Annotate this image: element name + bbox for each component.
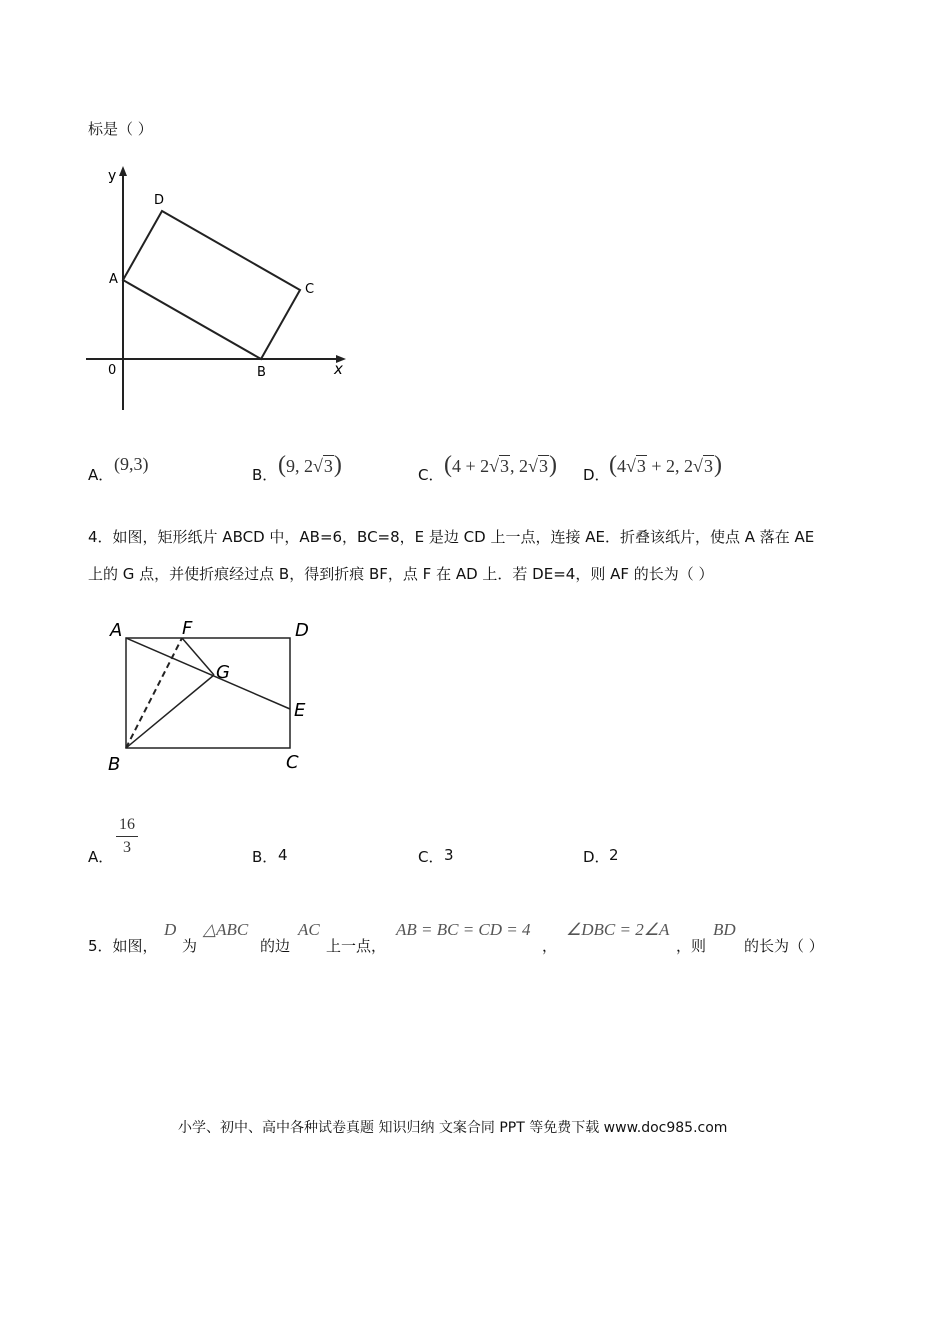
fold-line-bf: [126, 638, 182, 748]
d-rad2: 3: [703, 456, 713, 476]
c-rad1: 3: [500, 456, 510, 476]
q5-segment-bd: BD: [713, 920, 736, 939]
d-pre: 4: [617, 456, 626, 476]
q5-triangle-abc: △ABC: [203, 920, 249, 939]
c-mid: , 2: [510, 456, 529, 476]
q4-option-c-letter: C．: [418, 848, 444, 866]
c-pre: 4 + 2: [452, 456, 490, 476]
q5-comma: ，: [542, 937, 558, 955]
q3-option-a-letter: A．: [88, 466, 114, 484]
d-rad1: 3: [636, 456, 646, 476]
q3-option-b-letter: B．: [252, 466, 278, 484]
rectangle-abcd: [126, 638, 290, 748]
q5-tail: 的长为（ ）: [744, 937, 824, 955]
q3-option-a-value: (9,3): [114, 454, 149, 474]
q4-option-c-value: 3: [444, 846, 454, 864]
question-4-line-2: 上的 G 点，并使折痕经过点 B，得到折痕 BF，点 F 在 AD 上．若 DE=4，则 AF 的长为（ ）: [88, 565, 714, 583]
q5-point-d: D: [164, 920, 177, 939]
label-d: D: [154, 193, 165, 208]
label-y: y: [108, 168, 117, 184]
d-mid: + 2, 2: [646, 456, 694, 476]
q5-equation-1: AB = BC = CD = 4: [396, 920, 531, 939]
segment-bg: [126, 675, 214, 748]
q4-option-b-letter: B．: [252, 848, 278, 866]
q5-wei: 为: [182, 937, 198, 955]
q4-option-a-fraction: [114, 816, 140, 857]
q5-side-ac: AC: [298, 920, 320, 939]
q4-option-b-value: 4: [278, 846, 288, 864]
q5-equation-2: ∠DBC = 2∠A: [566, 920, 670, 939]
label-c: C: [286, 752, 299, 773]
rectangle-abcd: [123, 211, 300, 359]
q4-option-d-letter: D．: [583, 848, 610, 866]
q5-shang: 上一点，: [326, 937, 387, 955]
label-o: 0: [108, 363, 117, 378]
label-a: A: [109, 272, 118, 287]
question-4-figure: [100, 612, 330, 782]
q3-option-d-value: (4√3 + 2, 2√3): [609, 452, 722, 478]
label-a: A: [110, 620, 123, 641]
question-3-figure: [80, 160, 360, 420]
b-rad: 3: [323, 456, 333, 476]
q3-option-c-letter: C．: [418, 466, 444, 484]
label-b: B: [257, 365, 266, 380]
fraction-denominator: 3: [123, 839, 131, 856]
label-e: E: [294, 700, 306, 721]
label-c: C: [305, 282, 315, 297]
label-f: F: [182, 618, 193, 639]
q5-ze: ，则: [676, 937, 707, 955]
b-pre: 9, 2: [286, 456, 313, 476]
q3-option-b-value: (9, 2√3): [278, 452, 342, 478]
fraction-numerator: 16: [119, 816, 135, 833]
page-footer: 小学、初中、高中各种试卷真题 知识归纳 文案合同 PPT 等免费下载 www.doc985.com: [178, 1120, 728, 1136]
y-axis-arrow: [119, 166, 127, 176]
label-d: D: [295, 620, 309, 641]
fraction-bar: [116, 836, 138, 837]
label-b: B: [108, 754, 121, 775]
question-4-line-1: 4．如图，矩形纸片 ABCD 中，AB=6，BC=8，E 是边 CD 上一点，连接 AE．折叠该纸片，使点 A 落在 AE: [88, 528, 815, 546]
question-3-stem-tail: 标是（ ）: [88, 120, 153, 138]
q5-de-bian: 的边: [260, 937, 291, 955]
label-g: G: [216, 662, 230, 683]
q4-option-a-letter: A．: [88, 848, 114, 866]
label-x: x: [334, 360, 343, 378]
q5-number: 5．如图，: [88, 937, 158, 955]
q4-option-d-value: 2: [609, 846, 619, 864]
c-rad2: 3: [538, 456, 548, 476]
q3-option-d-letter: D．: [583, 466, 610, 484]
q3-option-c-value: (4 + 2√3, 2√3): [444, 452, 557, 478]
